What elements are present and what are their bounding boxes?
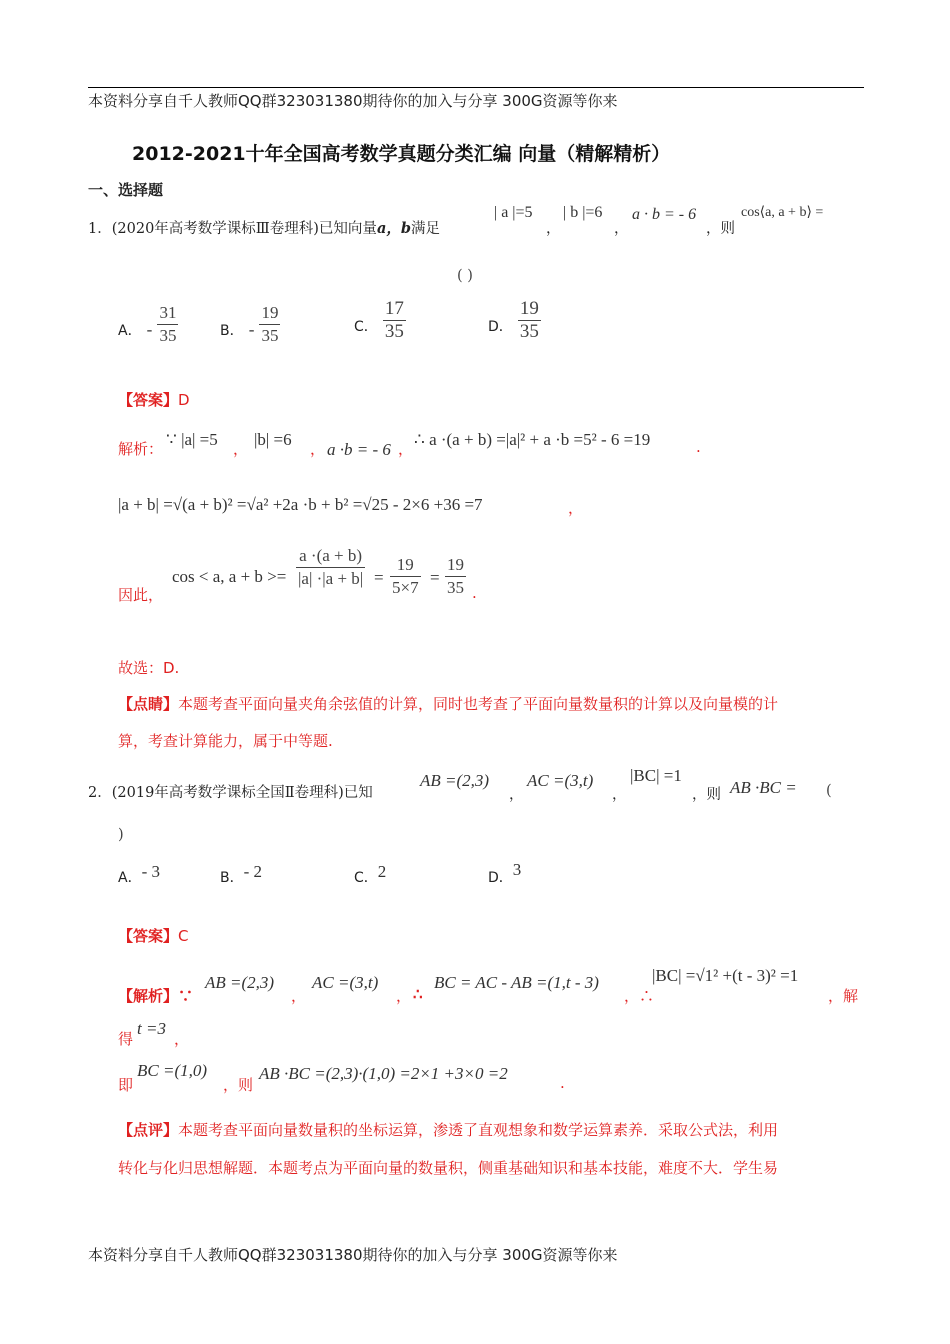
q2-answer xyxy=(118,925,189,946)
q1-cond3: a · b = - 6 xyxy=(632,206,697,223)
frac-den: |a| ·|a + b| xyxy=(298,569,364,588)
page-title: 2012-2021十年全国高考数学真题分类汇编 向量（精解精析） xyxy=(132,143,671,165)
q1-cond2: | b |=6 xyxy=(563,204,603,221)
q2-l2-expr: t =3 xyxy=(137,1019,166,1038)
q2-option-d[interactable] xyxy=(488,860,522,886)
q1-line3-eq1: = xyxy=(374,568,384,587)
frac-num: a ·(a + b) xyxy=(296,545,365,568)
option-label: D． xyxy=(488,870,513,886)
q1-number: 1． xyxy=(88,221,112,237)
q1-line1-d: ∴ a ·(a + b) =|a|² + a ·b =5² - 6 =19 xyxy=(414,430,651,449)
header-rule xyxy=(88,87,864,88)
q2-comma2: ， xyxy=(612,787,627,803)
option-fraction xyxy=(518,298,541,343)
q2-l3-b: AB ·BC =(2,3)·(1,0) =2×1 +3×0 =2 xyxy=(259,1064,508,1083)
option-fraction xyxy=(383,298,406,343)
q1-line3-frac-1 xyxy=(390,554,421,599)
q1-line3-label: 因此， xyxy=(118,586,164,604)
q1-line3-eq2: = xyxy=(430,568,440,587)
option-label: C． xyxy=(354,319,378,335)
q2-l1-d: |BC| =√1² +(t - 3)² =1 xyxy=(652,966,799,985)
q1-stem xyxy=(88,217,440,238)
q2-l1-a: AB =(2,3) xyxy=(205,973,275,992)
q2-option-b[interactable] xyxy=(220,862,263,886)
q1-cos-expr: cos⟨a, a + b⟩ = xyxy=(741,205,824,220)
frac-den: 35 xyxy=(261,326,279,345)
option-value: 2 xyxy=(377,862,387,881)
option-label: B． xyxy=(220,323,244,339)
option-label: D． xyxy=(488,319,513,335)
q1-paren: ( ) xyxy=(457,268,473,284)
q1-source: (2020年高考数学课标Ⅲ卷理科)已知向量 xyxy=(111,221,377,237)
frac-num: 19 xyxy=(445,554,466,577)
q1-line1-b: |b| =6 xyxy=(254,430,292,449)
q2-l2-comma: ， xyxy=(174,1030,190,1048)
frac-num: 17 xyxy=(384,298,404,319)
q2-l3-a: BC =(1,0) xyxy=(137,1061,208,1080)
q1-option-d[interactable] xyxy=(488,298,541,343)
q2-l3-period: . xyxy=(560,1074,565,1092)
q2-l1-c: BC = AC - AB =(1,t - 3) xyxy=(434,973,599,992)
therefore-symbol: ∴ xyxy=(413,985,423,1003)
q1-line3-end: . xyxy=(472,584,477,602)
q2-l3-label: 即 xyxy=(118,1076,134,1094)
option-label: A． xyxy=(118,323,142,339)
option-value: 3 xyxy=(512,860,522,879)
q2-comma1: ， xyxy=(509,787,524,803)
section-heading: 一、选择题 xyxy=(88,181,164,199)
answer-tag: 【答案】 xyxy=(118,927,179,945)
q1-analysis-label: 解析： xyxy=(118,440,164,458)
q2-paren-open: ( xyxy=(826,783,832,799)
comment-text: 本题考查平面向量数量积的坐标运算，渗透了直观想象和数学运算素养．采取公式法，利用 xyxy=(178,1121,779,1139)
q2-analysis-tag xyxy=(118,985,193,1006)
q1-line1-comma3: ， xyxy=(398,440,414,458)
q2-l2-label: 得 xyxy=(118,1030,134,1048)
q1-line1-a: ∵ |a| =5 xyxy=(166,430,218,449)
frac-den: 35 xyxy=(447,578,464,597)
q1-comment-l2: 算，考查计算能力，属于中等题. xyxy=(118,732,333,750)
fraction xyxy=(296,545,365,590)
q2-l1-comma3: ，∴ xyxy=(624,987,655,1005)
frac-den: 35 xyxy=(519,321,539,342)
frac-den: 35 xyxy=(159,326,177,345)
fraction xyxy=(390,554,421,599)
q1-line1-end: . xyxy=(696,438,701,456)
frac-num: 31 xyxy=(157,302,178,325)
q2-then: ，则 xyxy=(692,787,721,803)
q1-line3-a: cos < a, a + b >= xyxy=(172,567,287,586)
q2-l1-b: AC =(3,t) xyxy=(312,973,379,992)
q1-line1-comma2: ， xyxy=(310,440,326,458)
option-label: A． xyxy=(118,870,142,886)
because-symbol: ∵ xyxy=(178,987,194,1005)
q1-answer xyxy=(118,389,190,410)
q2-source: (2019年高考数学课标全国Ⅱ卷理科)已知 xyxy=(111,785,373,801)
q2-paren-close: ) xyxy=(118,827,124,843)
q2-comment-l1 xyxy=(118,1119,778,1140)
q2-comment-l2: 转化与化归思想解题．本题考点为平面向量的数量积，侧重基础知识和基本技能，难度不大．学生易 xyxy=(118,1159,779,1177)
frac-den: 35 xyxy=(384,321,404,342)
option-fraction xyxy=(259,302,280,347)
option-sign: - xyxy=(248,320,255,339)
frac-num: 19 xyxy=(519,298,539,319)
page-header: 本资料分享自千人教师QQ群323031380期待你的加入与分享 300G资源等你来 xyxy=(88,92,618,110)
fraction xyxy=(445,554,466,599)
q1-line2: |a + b| =√(a + b)² =√a² +2a ·b + b² =√25 - 2×6 +36 =7 xyxy=(118,495,483,514)
q1-option-a[interactable] xyxy=(118,302,178,347)
q2-l1-comma2: ， xyxy=(396,987,412,1005)
frac-num: 19 xyxy=(259,302,280,325)
q1-line2-end: ， xyxy=(568,499,584,517)
q2-l1-comma1: ， xyxy=(291,987,307,1005)
comment-tag: 【点评】 xyxy=(118,1121,179,1139)
q2-expr2: AC =(3,t) xyxy=(527,771,594,790)
q2-l3-then: ，则 xyxy=(223,1076,254,1094)
option-fraction xyxy=(157,302,178,347)
q2-expr4: AB ·BC = xyxy=(730,778,797,797)
option-label: C． xyxy=(354,870,378,886)
q1-cond1: | a |=5 xyxy=(494,204,533,221)
q1-option-c[interactable] xyxy=(354,298,406,343)
option-value: - 2 xyxy=(243,862,263,881)
option-sign: - xyxy=(146,320,153,339)
q1-line3-frac-main xyxy=(296,545,365,590)
answer-value: D xyxy=(178,391,190,409)
q1-option-b[interactable] xyxy=(220,302,280,347)
analysis-tag: 【解析】 xyxy=(118,987,179,1005)
q2-expr1: AB =(2,3) xyxy=(420,771,490,790)
page-footer: 本资料分享自千人教师QQ群323031380期待你的加入与分享 300G资源等你来 xyxy=(88,1246,618,1264)
q2-stem xyxy=(88,781,373,802)
comment-tag: 【点睛】 xyxy=(118,695,179,713)
q1-vars: a，b xyxy=(376,220,411,237)
q2-expr3: |BC| =1 xyxy=(630,766,682,785)
q2-l1-end: ，解 xyxy=(828,987,859,1005)
q1-comma2: ， xyxy=(614,221,629,237)
q1-then: ，则 xyxy=(706,221,735,237)
option-value: - 3 xyxy=(141,862,160,881)
q1-line1-c: a ·b = - 6 xyxy=(327,440,391,459)
q1-comma1: ， xyxy=(546,221,561,237)
q2-option-a[interactable] xyxy=(118,862,160,886)
q1-choose: 故选：D. xyxy=(118,659,180,677)
q1-line1-comma1: ， xyxy=(233,440,249,458)
q1-line3-frac-2 xyxy=(445,554,466,599)
frac-num: 19 xyxy=(390,554,421,577)
q2-number: 2． xyxy=(88,785,112,801)
frac-den: 5×7 xyxy=(392,578,419,597)
q2-option-c[interactable] xyxy=(354,862,387,886)
answer-value: C xyxy=(178,927,189,945)
option-label: B． xyxy=(220,870,244,886)
answer-tag: 【答案】 xyxy=(118,391,179,409)
q1-comment-l1 xyxy=(118,693,778,714)
comment-text: 本题考查平面向量夹角余弦值的计算，同时也考查了平面向量数量积的计算以及向量模的计 xyxy=(178,695,779,713)
q1-satisfy: 满足 xyxy=(410,221,440,237)
